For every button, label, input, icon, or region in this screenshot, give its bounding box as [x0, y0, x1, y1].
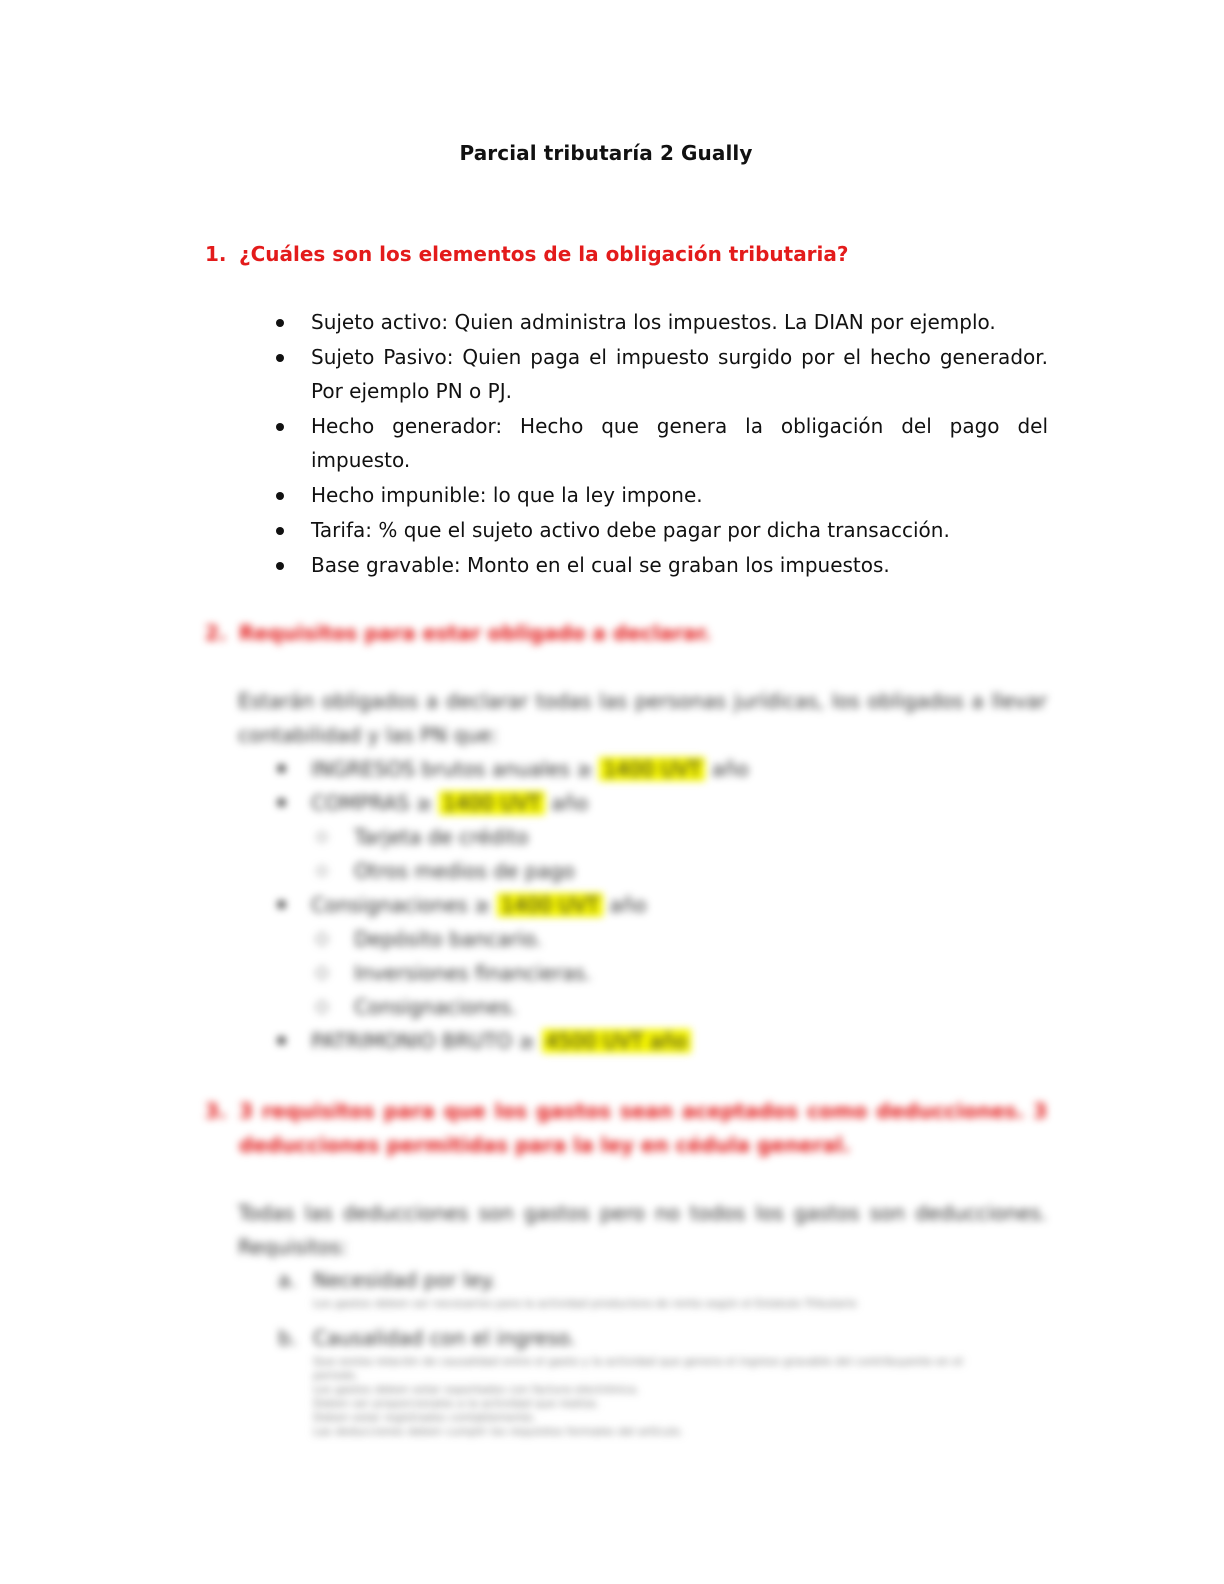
diamond-bullet-icon	[315, 1000, 329, 1014]
list-item	[268, 786, 1048, 888]
list-item-text: Hecho generador: Hecho que genera la obligación del pago del impuesto.	[311, 414, 1048, 472]
list-item-text: Sujeto activo: Quien administra los impuestos. La DIAN por ejemplo.	[311, 310, 996, 334]
list-item-text: Hecho impunible: lo que la ley impone.	[311, 483, 703, 507]
list-item	[268, 513, 1048, 547]
list-item-text: Sujeto Pasivo: Quien paga el impuesto surgido por el hecho generador. Por ejemplo PN o PJ.	[311, 345, 1048, 403]
question-3-list	[278, 1263, 998, 1439]
sub-list-item-text: Tarjeta de crédito	[354, 825, 529, 849]
list-item-label: Necesidad por ley.	[313, 1268, 497, 1292]
list-item-label: COMPRAS ≥	[311, 791, 433, 815]
list-item	[268, 409, 1048, 477]
square-bullet-icon	[278, 799, 285, 806]
list-letter: a.	[278, 1268, 297, 1292]
list-item-suffix: año	[551, 791, 589, 815]
sub-list-item-text: Consignaciones.	[354, 995, 518, 1019]
list-item-text: Base gravable: Monto en el cual se graban los impuestos.	[311, 553, 890, 577]
list-item	[278, 1321, 998, 1439]
question-2-text: Requisitos para estar obligado a declarar.	[239, 621, 711, 645]
question-1-text: ¿Cuáles son los elementos de la obligación tributaria?	[239, 242, 849, 266]
list-item-note: Los gastos deben ser necesarios para la actividad productora de renta según el Estatuto Tributario	[313, 1297, 857, 1310]
question-1-number: 1.	[205, 242, 227, 266]
bullet-icon	[276, 562, 284, 570]
sub-list-item	[311, 956, 1048, 990]
list-item	[278, 1263, 998, 1311]
sub-list-item	[311, 922, 1048, 956]
bullet-icon	[276, 527, 284, 535]
question-3-heading	[205, 1094, 1047, 1162]
question-1-list	[268, 305, 1048, 583]
question-1-heading	[205, 237, 1047, 271]
page-title: Parcial tributaría 2 Gually	[459, 141, 753, 165]
question-2-intro: Estarán obligados a declarar todas las personas jurídicas, los obligados a llevar contabilidad y las PN que:	[238, 689, 1047, 747]
highlight-value: 4500 UVT año	[542, 1029, 691, 1053]
square-bullet-icon	[278, 901, 285, 908]
circle-bullet-icon	[317, 832, 327, 842]
sub-list	[311, 922, 1048, 1024]
list-item-label: PATRIMONIO BRUTO ≥	[311, 1029, 536, 1053]
list-item	[268, 305, 1048, 339]
question-2-heading	[205, 616, 1047, 650]
diamond-bullet-icon	[315, 932, 329, 946]
highlight-value: 1400 UVT	[439, 791, 545, 815]
question-2-list	[268, 752, 1048, 1058]
list-item-suffix: año	[711, 757, 749, 781]
list-item-note: Que exista relación de causalidad entre el gasto y la actividad que genera el ingreso gravable del contribuyente en el periodo.	[313, 1355, 963, 1382]
bullet-icon	[276, 319, 284, 327]
list-item	[268, 548, 1048, 582]
highlight-value: 1400 UVT	[497, 893, 603, 917]
question-3-number: 3.	[205, 1099, 227, 1123]
circle-bullet-icon	[317, 866, 327, 876]
question-3-intro: Todas las deducciones son gastos pero no todos los gastos son deducciones. Requisitos:	[238, 1201, 1047, 1259]
list-item	[268, 888, 1048, 1024]
list-item-note: Deben estar registrados contablemente.	[313, 1411, 537, 1424]
list-item	[268, 478, 1048, 512]
list-item-note: Las deducciones deben cumplir los requisitos formales del artículo.	[313, 1425, 684, 1438]
list-item-label: Consignaciones ≥	[311, 893, 491, 917]
list-letter: b.	[278, 1326, 298, 1350]
list-item-note: Los gastos deben estar soportados con factura electrónica.	[313, 1383, 640, 1396]
sub-list	[311, 820, 1048, 888]
question-3-text: 3 requisitos para que los gastos sean aceptados como deducciones. 3 deducciones permitidas para la ley en cédula general.	[239, 1099, 1047, 1157]
sub-list-item	[311, 854, 1048, 888]
list-item	[268, 340, 1048, 408]
list-item-note: Deben ser proporcionales a la actividad que realiza.	[313, 1397, 600, 1410]
sub-list-item-text: Inversiones financieras.	[354, 961, 592, 985]
bullet-icon	[276, 354, 284, 362]
sub-list-item	[311, 990, 1048, 1024]
highlight-value: 1400 UVT	[599, 757, 705, 781]
question-2-number: 2.	[205, 621, 227, 645]
list-item-text: Tarifa: % que el sujeto activo debe pagar por dicha transacción.	[311, 518, 950, 542]
bullet-icon	[276, 423, 284, 431]
diamond-bullet-icon	[315, 966, 329, 980]
square-bullet-icon	[278, 765, 285, 772]
list-item	[268, 1024, 1048, 1058]
sub-list-item-text: Depósito bancario.	[354, 927, 542, 951]
sub-list-item	[311, 820, 1048, 854]
sub-list-item-text: Otros medios de pago	[354, 859, 575, 883]
list-item-label: INGRESOS brutos anuales ≥	[311, 757, 594, 781]
square-bullet-icon	[278, 1037, 285, 1044]
list-item-label: Causalidad con el ingreso.	[313, 1326, 576, 1350]
list-item-suffix: año	[609, 893, 647, 917]
list-item	[268, 752, 1048, 786]
bullet-icon	[276, 492, 284, 500]
